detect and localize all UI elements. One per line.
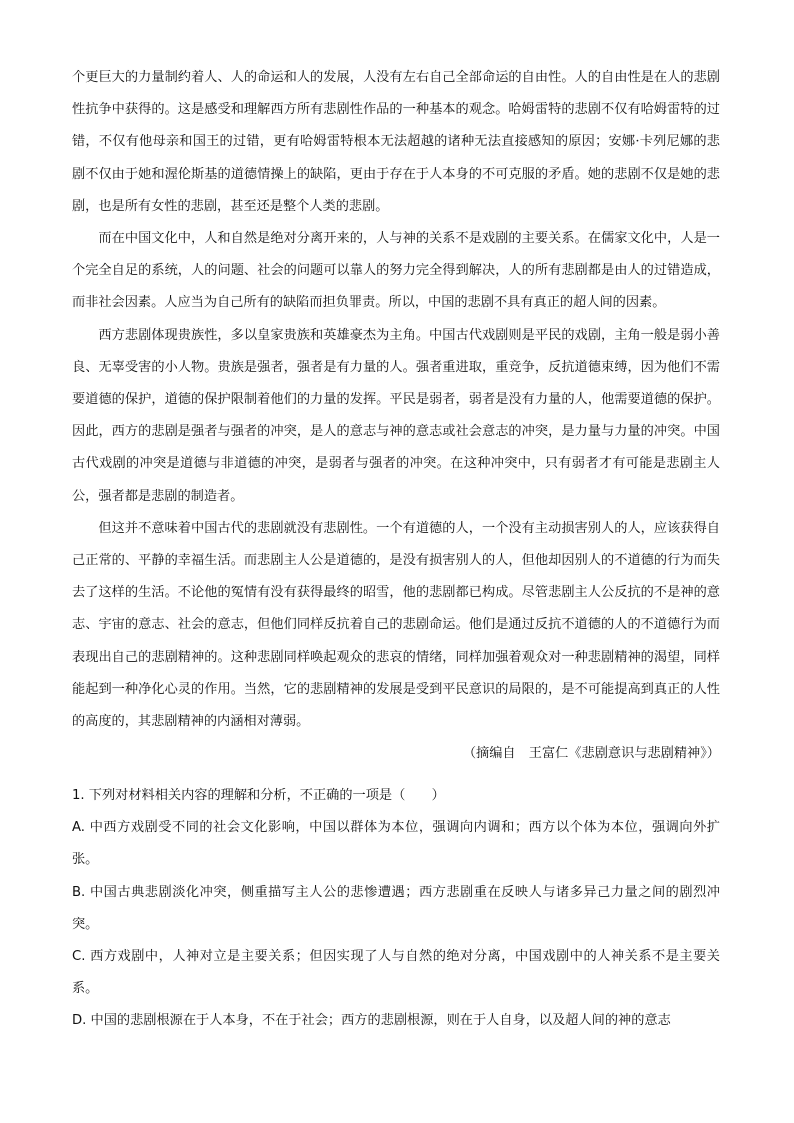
option-a[interactable]: A. 中西方戏剧受不同的社会文化影响，中国以群体为本位，强调向内调和；西方以个体为本位，强调向外扩张。: [72, 820, 720, 868]
passage-paragraph-4: 但这并不意味着中国古代的悲剧就没有悲剧性。一个有道德的人，一个没有主动损害别人的人，应该获得自己正常的、平静的幸福生活。而悲剧主人公是道德的，是没有损害别人的人，但他却因别人的不道德的行为而失去了这样的生活。不论他的冤情有没有获得最终的昭雪，他的悲剧都已构成。尽管悲剧主人公反抗的不是神的意志、宇宙的意志、社会的意志，但他们同样反抗着自己的悲剧命运。他们是通过反抗不道德的人的不道德行为而表现出自己的悲剧精神的。这种悲剧同样唤起观众的悲哀的情绪，同样加强着观众对一种悲剧精神的渴望，同样能起到一种净化心灵的作用。当然，它的悲剧精神的发展是受到平民意识的局限的，是不可能提高到真正的人性的高度的，其悲剧精神的内涵相对薄弱。: [72, 520, 720, 730]
option-b[interactable]: B. 中国古典悲剧淡化冲突，侧重描写主人公的悲惨遭遇；西方悲剧重在反映人与诸多异己力量之间的剧烈冲突。: [72, 884, 720, 932]
passage-paragraph-2: 而在中国文化中，人和自然是绝对分离开来的，人与神的关系不是戏剧的主要关系。在儒家文化中，人是一个完全自足的系统，人的问题、社会的问题可以靠人的努力完全得到解决，人的所有悲剧都是由人的过错造成，而非社会因素。人应当为自己所有的缺陷而担负罪责。所以，中国的悲剧不具有真正的超人间的因素。: [72, 231, 720, 311]
source-citation: （摘编自 王富仁《悲剧意识与悲剧精神》）: [462, 746, 720, 762]
passage-paragraph-3: 西方悲剧体现贵族性，多以皇家贵族和英雄豪杰为主角。中国古代戏剧则是平民的戏剧，主角一般是弱小善良、无辜受害的小人物。贵族是强者，强者是有力量的人。强者重进取，重竞争，反抗道德束缚，因为他们不需要道德的保护，道德的保护限制着他们的力量的发挥。平民是弱者，弱者是没有力量的人，他需要道德的保护。因此，西方的悲剧是强者与强者的冲突，是人的意志与神的意志或社会意志的冲突，是力量与力量的冲突。中国古代戏剧的冲突是道德与非道德的冲突，是弱者与强者的冲突。在这种冲突中，只有弱者才有可能是悲剧主人公，强者都是悲剧的制造者。: [72, 327, 720, 504]
question-block: [72, 780, 720, 1038]
question-stem: 1. 下列对材料相关内容的理解和分析，不正确的一项是（ ）: [72, 788, 445, 803]
option-c[interactable]: C. 西方戏剧中，人神对立是主要关系；但因实现了人与自然的绝对分离，中国戏剧中的人神关系不是主要关系。: [72, 949, 720, 997]
option-d[interactable]: D. 中国的悲剧根源在于人本身，不在于社会；西方的悲剧根源，则在于人自身，以及超人间的神的意志: [72, 1013, 671, 1029]
reading-passage: [72, 62, 720, 770]
passage-paragraph-1: 个更巨大的力量制约着人、人的命运和人的发展，人没有左右自己全部命运的自由性。人的自由性是在人的悲剧性抗争中获得的。这是感受和理解西方所有悲剧性作品的一种基本的观念。哈姆雷特的悲剧不仅有哈姆雷特的过错，不仅有他母亲和国王的过错，更有哈姆雷特根本无法超越的诸种无法直接感知的原因；安娜·卡列尼娜的悲剧不仅由于她和渥伦斯基的道德情操上的缺陷，更由于存在于人本身的不可克服的矛盾。她的悲剧不仅是她的悲剧，也是所有女性的悲剧，甚至还是整个人类的悲剧。: [72, 70, 720, 214]
